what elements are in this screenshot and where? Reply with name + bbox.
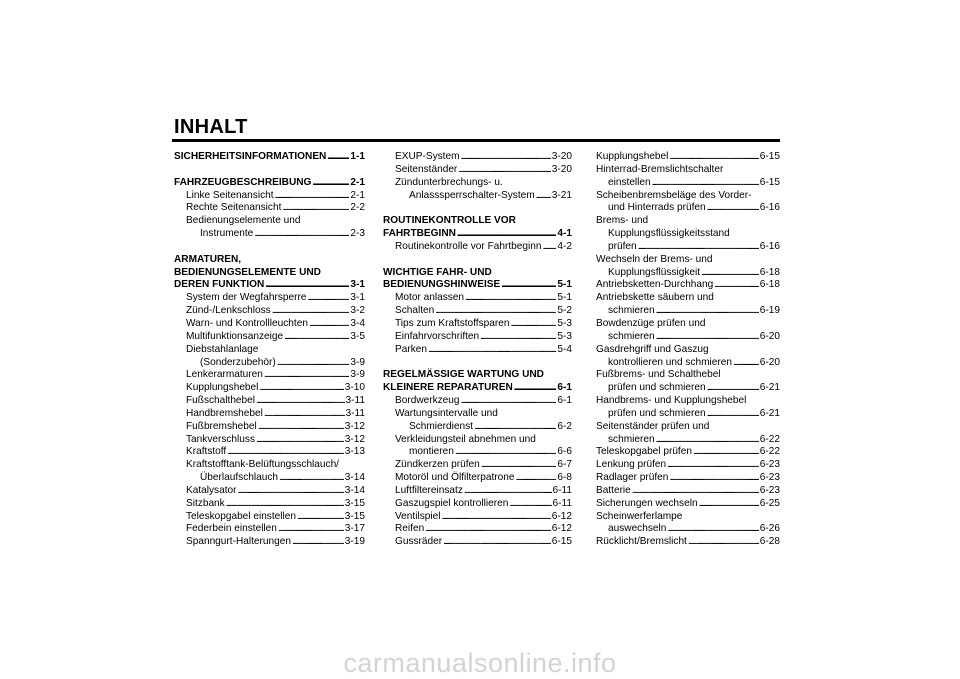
toc-entry-label: kontrollieren und schmieren xyxy=(608,356,732,368)
toc-page-number: 3-9 xyxy=(350,356,365,368)
toc-entry[interactable] xyxy=(174,421,365,434)
toc-page-number: 3-5 xyxy=(350,330,365,342)
toc-entry[interactable] xyxy=(174,202,365,215)
dot-leader xyxy=(714,279,759,292)
toc-page-number: 6-21 xyxy=(759,407,780,419)
toc-entry-label: Bordwerkzeug xyxy=(395,395,460,407)
toc-page-number: 3-21 xyxy=(551,189,572,201)
toc-entry-label: Kupplungshebel xyxy=(186,382,259,394)
toc-entry-text-line: Brems- und xyxy=(596,215,649,227)
dot-leader xyxy=(461,151,551,164)
toc-page-number: 4-1 xyxy=(557,228,572,240)
toc-page-number: 3-9 xyxy=(350,369,365,381)
dot-leader xyxy=(465,292,556,305)
toc-page-number: 6-15 xyxy=(551,536,572,548)
dot-leader xyxy=(516,472,557,485)
dot-leader xyxy=(272,305,350,318)
dot-leader xyxy=(707,202,759,215)
toc-page-number: 3-19 xyxy=(344,536,365,548)
dot-leader xyxy=(656,331,759,344)
toc-entry-label: System der Wegfahrsperre xyxy=(186,292,307,304)
dot-leader xyxy=(693,446,759,459)
toc-page-number: 6-15 xyxy=(759,176,780,188)
dot-leader xyxy=(455,446,557,459)
toc-entry-label: Lenkung prüfen xyxy=(596,459,667,471)
dot-leader xyxy=(542,241,556,254)
toc-entry-label: schmieren xyxy=(608,305,655,317)
toc-spacer xyxy=(174,241,365,254)
dot-leader xyxy=(669,472,758,485)
toc-section-heading-line: ARMATUREN, xyxy=(174,253,242,265)
toc-page-number: 6-16 xyxy=(759,202,780,214)
toc-entry[interactable] xyxy=(383,151,572,164)
toc-entry[interactable] xyxy=(174,305,365,318)
toc-page-number: 5-3 xyxy=(557,317,572,329)
toc-entry-label: BEDIENUNGSHINWEISE xyxy=(383,279,501,291)
toc-entry-label: prüfen und schmieren xyxy=(608,382,706,394)
toc-entry-text-line: Fußbrems- und Schalthebel xyxy=(596,369,721,381)
toc-section-heading[interactable] xyxy=(383,279,572,292)
toc-entry-label: Gussräder xyxy=(395,536,443,548)
dot-leader xyxy=(226,498,344,511)
dot-leader xyxy=(656,434,759,447)
toc-page-number: 5-2 xyxy=(557,305,572,317)
toc-page-number: 3-11 xyxy=(345,407,365,419)
title-rule xyxy=(172,139,780,142)
toc-entry[interactable] xyxy=(383,485,572,498)
toc-entry[interactable] xyxy=(174,318,365,331)
dot-leader xyxy=(441,511,550,524)
toc-entry[interactable] xyxy=(596,485,780,498)
toc-page-number: 4-2 xyxy=(557,240,572,252)
page-title: INHALT xyxy=(174,116,248,138)
dot-leader xyxy=(284,331,349,344)
toc-entry-label: Federbein einstellen xyxy=(186,523,277,535)
toc-entry-label: Kraftstoff xyxy=(186,446,227,458)
toc-entry[interactable] xyxy=(596,279,780,292)
toc-entry-text-line: Zündunterbrechungs- u. xyxy=(395,176,503,188)
toc-page-number: 6-22 xyxy=(759,433,780,445)
dot-leader xyxy=(259,382,343,395)
toc-entry-label: Teleskopgabel prüfen xyxy=(596,446,692,458)
toc-entry[interactable] xyxy=(383,421,572,434)
toc-spacer xyxy=(383,357,572,370)
toc-page-number: 6-23 xyxy=(759,484,780,496)
toc-entry-text-line: Handbrems- und Kupplungshebel xyxy=(596,395,747,407)
dot-leader xyxy=(481,459,557,472)
toc-entry-label: schmieren xyxy=(608,433,655,445)
toc-entry-text-line: Kraftstofftank-Belüftungsschlauch/ xyxy=(186,459,339,471)
dot-leader xyxy=(509,498,551,511)
dot-leader xyxy=(457,228,557,241)
toc-entry-text-line: Wartungsintervalle und xyxy=(395,407,498,419)
dot-leader xyxy=(275,190,350,203)
toc-entry[interactable] xyxy=(383,523,572,536)
dot-leader xyxy=(667,459,759,472)
toc-entry-label: Motoröl und Ölfilterpatrone xyxy=(395,472,515,484)
toc-page-number: 2-3 xyxy=(350,228,365,240)
toc-entry-label: Luftfiltereinsatz xyxy=(395,484,463,496)
dot-leader xyxy=(501,279,556,292)
toc-column-3 xyxy=(596,151,780,549)
toc-entry-label: Ventilspiel xyxy=(395,510,441,522)
toc-page-number: 3-12 xyxy=(344,433,365,445)
toc-entry[interactable] xyxy=(174,190,365,203)
toc-entry-label: Parken xyxy=(395,343,427,355)
dot-leader xyxy=(256,395,345,408)
toc-entry-label: Rücklicht/Bremslicht xyxy=(596,536,687,548)
toc-entry[interactable] xyxy=(383,241,572,254)
toc-entry-text-line: Scheinwerferlampe xyxy=(596,510,683,522)
toc-page-number: 5-3 xyxy=(557,330,572,342)
dot-leader xyxy=(699,498,759,511)
toc-entry[interactable] xyxy=(174,357,365,370)
toc-section-heading-line: WICHTIGE FAHR- UND xyxy=(383,266,492,278)
dot-leader xyxy=(510,318,556,331)
toc-entry[interactable] xyxy=(383,331,572,344)
toc-entry-label: und Hinterrads prüfen xyxy=(608,202,706,214)
toc-page-number: 6-1 xyxy=(557,395,572,407)
toc-entry-label: SICHERHEITSINFORMATIONEN xyxy=(174,151,327,162)
dot-leader xyxy=(277,357,350,370)
toc-entry[interactable] xyxy=(383,459,572,472)
dot-leader xyxy=(264,408,345,421)
toc-entry[interactable] xyxy=(383,344,572,357)
dot-leader xyxy=(480,331,556,344)
toc-page-number: 6-7 xyxy=(557,459,572,471)
dot-leader xyxy=(638,241,759,254)
dot-leader xyxy=(238,485,344,498)
toc-entry[interactable] xyxy=(596,434,780,447)
toc-entry-text-line: Verkleidungsteil abnehmen und xyxy=(395,433,536,445)
toc-page-number: 6-25 xyxy=(759,497,780,509)
toc-entry[interactable] xyxy=(174,536,365,549)
toc-entry-text-line: Kupplungsflüssigkeitsstand xyxy=(608,228,730,240)
toc-page-number: 2-2 xyxy=(350,202,365,214)
dot-leader xyxy=(279,472,344,485)
toc-entry-label: KLEINERE REPARATUREN xyxy=(383,382,513,394)
toc-entry-label: Tips zum Kraftstoffsparen xyxy=(395,317,510,329)
dot-leader xyxy=(227,446,344,459)
toc-entry[interactable] xyxy=(174,472,365,485)
toc-entry-label: Rechte Seitenansicht xyxy=(186,202,282,214)
dot-leader xyxy=(632,485,759,498)
toc-entry-label: Katalysator xyxy=(186,484,237,496)
dot-leader xyxy=(464,485,552,498)
toc-page-number: 6-18 xyxy=(759,279,780,291)
dot-leader xyxy=(536,190,551,203)
toc-entry[interactable] xyxy=(383,164,572,177)
toc-page-number: 3-17 xyxy=(344,523,365,535)
toc-section-heading[interactable] xyxy=(383,228,572,241)
toc-section-heading-line: BEDIENUNGSELEMENTE UND xyxy=(174,266,321,278)
dot-leader xyxy=(458,164,551,177)
toc-entry[interactable] xyxy=(596,446,780,459)
toc-entry-label: prüfen und schmieren xyxy=(608,407,706,419)
dot-leader xyxy=(656,305,759,318)
dot-leader xyxy=(256,434,344,447)
toc-entry[interactable] xyxy=(596,305,780,318)
toc-entry[interactable] xyxy=(596,382,780,395)
toc-entry[interactable] xyxy=(174,498,365,511)
toc-entry-label: Spanngurt-Halterungen xyxy=(186,536,291,548)
toc-entry-label: auswechseln xyxy=(608,523,667,535)
toc-entry[interactable] xyxy=(174,523,365,536)
toc-entry-label: Teleskopgabel einstellen xyxy=(186,510,296,522)
toc-page-number: 6-18 xyxy=(759,266,780,278)
toc-page-number: 3-4 xyxy=(350,317,365,329)
toc-spacer xyxy=(174,164,365,177)
toc-entry-label: Handbremshebel xyxy=(186,407,263,419)
dot-leader xyxy=(652,177,759,190)
toc-entry-label: FAHRZEUGBESCHREIBUNG xyxy=(174,176,312,188)
toc-entry-label: Sicherungen wechseln xyxy=(596,497,698,509)
toc-page-number: 3-1 xyxy=(350,292,365,304)
dot-leader xyxy=(667,523,758,536)
toc-entry[interactable] xyxy=(383,190,572,203)
dot-leader xyxy=(264,369,350,382)
dot-leader xyxy=(292,536,344,549)
toc-section-heading[interactable] xyxy=(383,382,572,395)
toc-entry-label: Multifunktionsanzeige xyxy=(186,330,284,342)
toc-entry-label: Linke Seitenansicht xyxy=(186,189,274,201)
dot-leader xyxy=(297,511,344,524)
toc-spacer xyxy=(383,254,572,267)
toc-entry-label: Instrumente xyxy=(200,228,254,240)
toc-page-number: 3-20 xyxy=(551,151,572,162)
toc-page-number: 6-26 xyxy=(759,523,780,535)
toc-entry[interactable] xyxy=(383,472,572,485)
toc-section-heading[interactable] xyxy=(174,177,365,190)
toc-entry[interactable] xyxy=(174,446,365,459)
toc-page-number: 6-20 xyxy=(759,356,780,368)
dot-leader xyxy=(327,151,349,164)
toc-entry[interactable] xyxy=(174,408,365,421)
toc-entry-label: Reifen xyxy=(395,523,425,535)
dot-leader xyxy=(514,382,557,395)
toc-page-number: 3-15 xyxy=(344,497,365,509)
toc-entry-label: Zünd-/Lenkschloss xyxy=(186,305,271,317)
dot-leader xyxy=(254,228,349,241)
toc-entry[interactable] xyxy=(383,498,572,511)
toc-page-number: 6-12 xyxy=(551,510,572,522)
toc-page-number: 3-14 xyxy=(344,484,365,496)
dot-leader xyxy=(312,177,349,190)
toc-entry-label: Einfahrvorschriften xyxy=(395,330,480,342)
toc-entry-label: Kupplungshebel xyxy=(596,151,669,162)
toc-page-number: 6-22 xyxy=(759,446,780,458)
toc-page-number: 6-20 xyxy=(759,330,780,342)
toc-entry-label: Lenkerarmaturen xyxy=(186,369,263,381)
toc-page-number: 6-11 xyxy=(552,497,572,509)
toc-page-number: 2-1 xyxy=(350,176,365,188)
toc-entry[interactable] xyxy=(174,395,365,408)
toc-entry-label: Routinekontrolle vor Fahrtbeginn xyxy=(395,240,542,252)
toc-page-number: 3-12 xyxy=(344,420,365,432)
toc-entry[interactable] xyxy=(383,511,572,524)
dot-leader xyxy=(307,292,349,305)
toc-entry[interactable] xyxy=(383,305,572,318)
dot-leader xyxy=(669,151,758,164)
toc-entry-label: Motor anlassen xyxy=(395,292,465,304)
toc-entry[interactable] xyxy=(596,472,780,485)
toc-page-number: 5-4 xyxy=(557,343,572,355)
dot-leader xyxy=(282,202,349,215)
toc-entry-label: Antriebsketten-Durchhang xyxy=(596,279,714,291)
toc-page-number: 6-28 xyxy=(759,536,780,548)
toc-entry[interactable] xyxy=(174,331,365,344)
dot-leader xyxy=(278,523,344,536)
dot-leader xyxy=(428,344,556,357)
toc-entry[interactable] xyxy=(174,292,365,305)
toc-page-number: 6-1 xyxy=(557,382,572,394)
dot-leader xyxy=(707,382,759,395)
toc-entry-label: Batterie xyxy=(596,484,631,496)
toc-entry-label: (Sonderzubehör) xyxy=(200,356,276,368)
toc-entry-label: DEREN FUNKTION xyxy=(174,279,265,291)
toc-entry-label: Warn- und Kontrollleuchten xyxy=(186,317,308,329)
toc-section-heading[interactable] xyxy=(174,151,365,164)
toc-entry-text-line: Antriebskette säubern und xyxy=(596,292,714,304)
toc-entry-label: Fußschalthebel xyxy=(186,395,256,407)
dot-leader xyxy=(258,421,344,434)
toc-entry[interactable] xyxy=(596,357,780,370)
toc-entry-label: einstellen xyxy=(608,176,651,188)
dot-leader xyxy=(688,536,759,549)
toc-page-number: 3-14 xyxy=(344,472,365,484)
dot-leader xyxy=(309,318,349,331)
toc-entry-text-line: Bowdenzüge prüfen und xyxy=(596,317,706,329)
toc-section-heading[interactable] xyxy=(174,279,365,292)
toc-page-number: 3-15 xyxy=(344,510,365,522)
toc-entry-label: Überlaufschlauch xyxy=(200,472,278,484)
toc-entry-label: Seitenständer xyxy=(395,163,458,175)
toc-page-number: 3-13 xyxy=(344,446,365,458)
toc-entry[interactable] xyxy=(174,434,365,447)
dot-leader xyxy=(733,357,759,370)
toc-entry[interactable] xyxy=(596,202,780,215)
toc-page-number: 5-1 xyxy=(557,292,572,304)
toc-entry-label: Tankverschluss xyxy=(186,433,255,445)
toc-entry[interactable] xyxy=(383,318,572,331)
toc-section-heading-line: ROUTINEKONTROLLE VOR xyxy=(383,215,516,227)
toc-entry[interactable] xyxy=(596,331,780,344)
dot-leader xyxy=(701,267,759,280)
toc-entry-label: Schalten xyxy=(395,305,435,317)
toc-section-heading-line: REGELMÄSSIGE WARTUNG UND xyxy=(383,369,544,381)
toc-column-2 xyxy=(383,151,572,549)
dot-leader xyxy=(443,536,551,549)
toc-page-number: 6-8 xyxy=(557,472,572,484)
toc-page-number: 6-15 xyxy=(759,151,780,162)
toc-page-number: 3-1 xyxy=(350,279,365,291)
toc-entry[interactable] xyxy=(174,511,365,524)
toc-page-number: 6-23 xyxy=(759,472,780,484)
toc-spacer xyxy=(383,202,572,215)
toc-entry[interactable] xyxy=(596,523,780,536)
toc-page-number: 6-2 xyxy=(557,420,572,432)
toc-entry[interactable] xyxy=(174,369,365,382)
toc-entry-text-line: Seitenständer prüfen und xyxy=(596,420,710,432)
toc-page-number: 6-16 xyxy=(759,240,780,252)
toc-page-number: 6-12 xyxy=(551,523,572,535)
toc-entry[interactable] xyxy=(596,408,780,421)
toc-page-number: 1-1 xyxy=(350,151,365,162)
watermark: carmanualsonline.info xyxy=(343,648,617,678)
toc-entry-label: Gaszugspiel kontrollieren xyxy=(395,497,509,509)
toc-entry[interactable] xyxy=(596,498,780,511)
toc-page-number: 2-1 xyxy=(350,189,365,201)
toc-entry-text-line: Wechseln der Brems- und xyxy=(596,253,713,265)
toc-entry[interactable] xyxy=(383,292,572,305)
toc-entry-label: FAHRTBEGINN xyxy=(383,228,456,240)
dot-leader xyxy=(707,408,759,421)
toc-page-number: 6-11 xyxy=(552,484,572,496)
toc-entry[interactable] xyxy=(383,536,572,549)
toc-entry-text-line: Bedienungselemente und xyxy=(186,215,301,227)
toc-column-1 xyxy=(174,151,365,549)
toc-entry[interactable] xyxy=(383,395,572,408)
toc-entry-label: EXUP-System xyxy=(395,151,460,162)
toc-page-number: 3-20 xyxy=(551,163,572,175)
toc-entry-text-line: Scheibenbremsbeläge des Vorder- xyxy=(596,189,752,201)
toc-entry-label: Anlasssperrschalter-System xyxy=(409,189,535,201)
toc-entry-label: schmieren xyxy=(608,330,655,342)
toc-entry-label: Kupplungsflüssigkeit xyxy=(608,266,701,278)
dot-leader xyxy=(435,305,556,318)
toc-entry-label: Sitzbank xyxy=(186,497,225,509)
toc-entry[interactable] xyxy=(596,459,780,472)
toc-page-number: 6-21 xyxy=(759,382,780,394)
toc-page-number: 3-10 xyxy=(344,382,365,394)
dot-leader xyxy=(265,279,349,292)
toc-entry[interactable] xyxy=(596,241,780,254)
toc-entry[interactable] xyxy=(596,536,780,549)
toc-page-number: 6-23 xyxy=(759,459,780,471)
toc-entry-text-line: Diebstahlanlage xyxy=(186,343,259,355)
toc-entry-text-line: Gasdrehgriff und Gaszug xyxy=(596,343,709,355)
toc-entry[interactable] xyxy=(383,446,572,459)
toc-entry-label: Schmierdienst xyxy=(409,420,473,432)
toc-page-number: 3-11 xyxy=(345,395,365,407)
toc-entry[interactable] xyxy=(596,151,780,164)
toc-page-number: 6-19 xyxy=(759,305,780,317)
dot-leader xyxy=(474,421,556,434)
toc-entry-label: Fußbremshebel xyxy=(186,420,257,432)
toc-entry[interactable] xyxy=(174,228,365,241)
toc-page-number: 5-1 xyxy=(557,279,572,291)
toc-entry-label: Radlager prüfen xyxy=(596,472,669,484)
toc-entry-label: montieren xyxy=(409,446,454,458)
dot-leader xyxy=(425,523,551,536)
dot-leader xyxy=(461,395,557,408)
toc-entry-text-line: Hinterrad-Bremslichtschalter xyxy=(596,163,724,175)
toc-entry[interactable] xyxy=(174,485,365,498)
toc-page-number: 6-6 xyxy=(557,446,572,458)
toc-page-number: 3-2 xyxy=(350,305,365,317)
toc-entry[interactable] xyxy=(596,267,780,280)
toc-entry[interactable] xyxy=(174,382,365,395)
toc-entry-label: Zündkerzen prüfen xyxy=(395,459,480,471)
toc-entry[interactable] xyxy=(596,177,780,190)
toc-entry-label: prüfen xyxy=(608,240,637,252)
